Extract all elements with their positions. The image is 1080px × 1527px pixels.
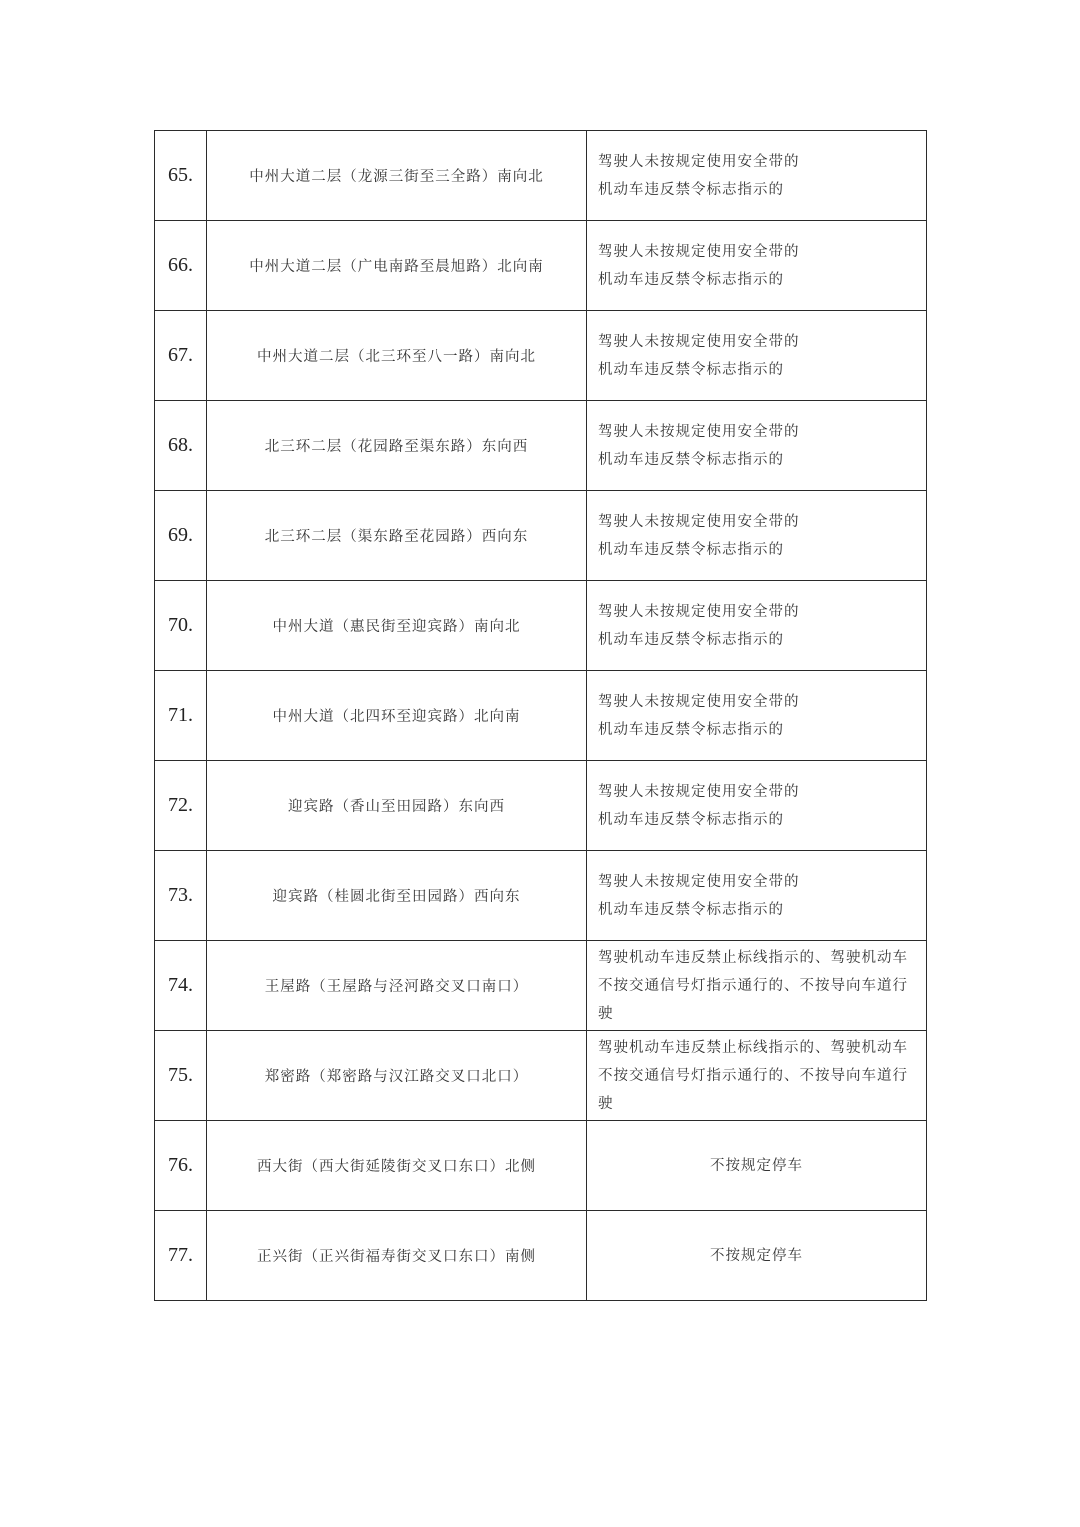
- location-cell: 中州大道（北四环至迎宾路）北向南: [207, 671, 587, 761]
- violation-text-line: 驾驶机动车违反禁止标线指示的、驾驶机动车: [598, 949, 908, 966]
- violation-text-line: 驶: [598, 1095, 614, 1112]
- violation-cell: [587, 671, 927, 761]
- violation-cell: [587, 1211, 927, 1301]
- row-number: 70.: [155, 581, 207, 671]
- table-row: [155, 941, 927, 1031]
- row-number: 73.: [155, 851, 207, 941]
- table-row: [155, 131, 927, 221]
- row-number: 67.: [155, 311, 207, 401]
- violation-text-line: 机动车违反禁令标志指示的: [598, 361, 784, 378]
- row-number: 65.: [155, 131, 207, 221]
- location-cell: 北三环二层（花园路至渠东路）东向西: [207, 401, 587, 491]
- table-row: [155, 761, 927, 851]
- violation-cell: [587, 1121, 927, 1211]
- violation-text-line: 驾驶机动车违反禁止标线指示的、驾驶机动车: [598, 1039, 908, 1056]
- table-row: [155, 581, 927, 671]
- location-cell: 郑密路（郑密路与汉江路交叉口北口）: [207, 1031, 587, 1121]
- violation-text-line: 驾驶人未按规定使用安全带的: [598, 603, 800, 620]
- location-cell: 北三环二层（渠东路至花园路）西向东: [207, 491, 587, 581]
- violation-cell: [587, 401, 927, 491]
- violation-text-line: 驾驶人未按规定使用安全带的: [598, 333, 800, 350]
- violation-cell: [587, 311, 927, 401]
- violation-text-line: 机动车违反禁令标志指示的: [598, 901, 784, 918]
- violation-cell: [587, 851, 927, 941]
- row-number: 77.: [155, 1211, 207, 1301]
- violation-text-line: 不按交通信号灯指示通行的、不按导向车道行: [598, 977, 908, 994]
- location-cell: 中州大道二层（北三环至八一路）南向北: [207, 311, 587, 401]
- violation-text-line: 驶: [598, 1005, 614, 1022]
- table-row: [155, 221, 927, 311]
- violation-cell: [587, 761, 927, 851]
- row-number: 72.: [155, 761, 207, 851]
- table-row: [155, 491, 927, 581]
- row-number: 76.: [155, 1121, 207, 1211]
- violation-text-line: 不按规定停车: [710, 1157, 803, 1174]
- table-row: [155, 311, 927, 401]
- violation-text-line: 机动车违反禁令标志指示的: [598, 631, 784, 648]
- table-row: [155, 1211, 927, 1301]
- violation-text-line: 驾驶人未按规定使用安全带的: [598, 783, 800, 800]
- location-cell: 正兴街（正兴街福寿街交叉口东口）南侧: [207, 1211, 587, 1301]
- violation-text-line: 不按规定停车: [710, 1247, 803, 1264]
- location-cell: 迎宾路（桂圆北街至田园路）西向东: [207, 851, 587, 941]
- location-cell: 中州大道二层（龙源三街至三全路）南向北: [207, 131, 587, 221]
- violation-cell: [587, 221, 927, 311]
- table-row: [155, 1031, 927, 1121]
- row-number: 74.: [155, 941, 207, 1031]
- violation-cell: [587, 581, 927, 671]
- violation-text-line: 驾驶人未按规定使用安全带的: [598, 423, 800, 440]
- violation-text-line: 驾驶人未按规定使用安全带的: [598, 153, 800, 170]
- violation-cell: [587, 1031, 927, 1121]
- violation-text-line: 驾驶人未按规定使用安全带的: [598, 873, 800, 890]
- violation-text-line: 机动车违反禁令标志指示的: [598, 541, 784, 558]
- location-cell: 迎宾路（香山至田园路）东向西: [207, 761, 587, 851]
- row-number: 68.: [155, 401, 207, 491]
- row-number: 71.: [155, 671, 207, 761]
- table-row: [155, 401, 927, 491]
- location-cell: 西大街（西大街延陵街交叉口东口）北侧: [207, 1121, 587, 1211]
- table-row: [155, 1121, 927, 1211]
- row-number: 75.: [155, 1031, 207, 1121]
- violation-location-table: [154, 130, 927, 1301]
- violation-text-line: 机动车违反禁令标志指示的: [598, 181, 784, 198]
- violation-text-line: 驾驶人未按规定使用安全带的: [598, 693, 800, 710]
- violation-text-line: 机动车违反禁令标志指示的: [598, 811, 784, 828]
- violation-text-line: 机动车违反禁令标志指示的: [598, 271, 784, 288]
- table-body: [155, 131, 927, 1301]
- table-row: [155, 851, 927, 941]
- location-cell: 王屋路（王屋路与泾河路交叉口南口）: [207, 941, 587, 1031]
- row-number: 69.: [155, 491, 207, 581]
- table-row: [155, 671, 927, 761]
- violation-text-line: 不按交通信号灯指示通行的、不按导向车道行: [598, 1067, 908, 1084]
- violation-text-line: 驾驶人未按规定使用安全带的: [598, 243, 800, 260]
- location-cell: 中州大道（惠民街至迎宾路）南向北: [207, 581, 587, 671]
- violation-text-line: 驾驶人未按规定使用安全带的: [598, 513, 800, 530]
- violation-cell: [587, 491, 927, 581]
- violation-cell: [587, 941, 927, 1031]
- location-cell: 中州大道二层（广电南路至晨旭路）北向南: [207, 221, 587, 311]
- violation-cell: [587, 131, 927, 221]
- violation-text-line: 机动车违反禁令标志指示的: [598, 721, 784, 738]
- row-number: 66.: [155, 221, 207, 311]
- violation-text-line: 机动车违反禁令标志指示的: [598, 451, 784, 468]
